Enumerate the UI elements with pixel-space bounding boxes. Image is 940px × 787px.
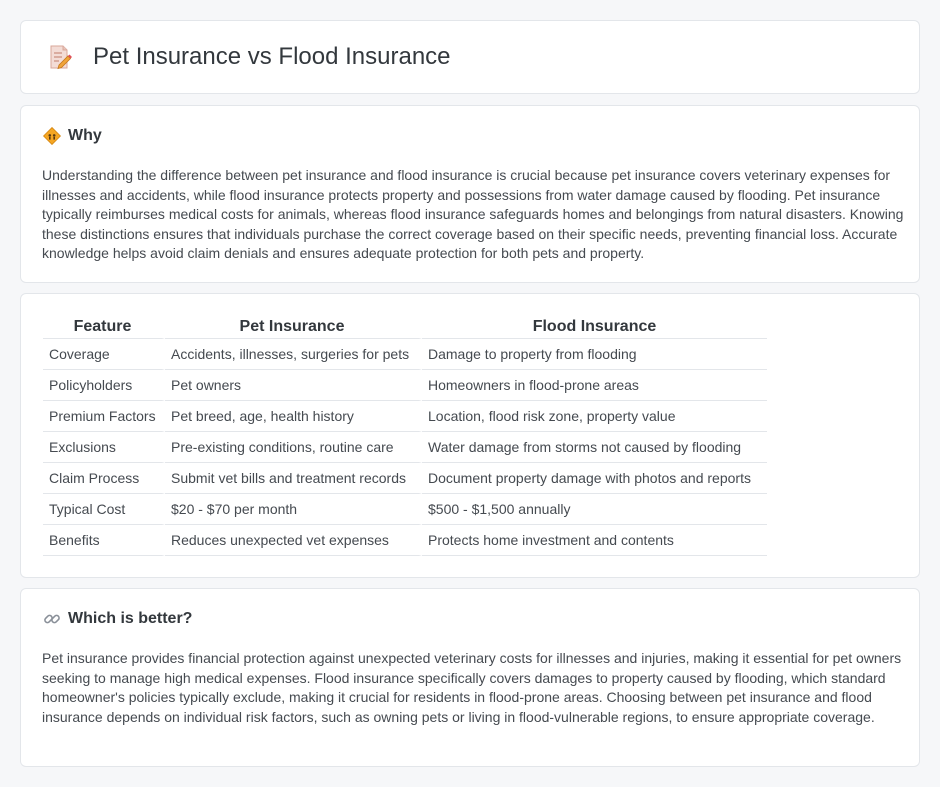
cell-feature: Claim Process bbox=[43, 463, 165, 494]
why-body: Understanding the difference between pet insurance and flood insurance is crucial because pet insurance covers veterinary expenses for illnesses and accidents, while flood insurance protects property and possessions from water damage caused by flooding. Pet insurance typically reimburses medical costs for animals, whereas flood insurance safeguards homes and belongings from natural disasters. Knowing these distinctions ensures that individuals purchase the correct coverage based on their specific needs, preventing financial loss. Accurate knowledge helps avoid claim denials and ensures adequate protection for both pets and property. bbox=[42, 167, 904, 262]
cell-feature: Policyholders bbox=[43, 370, 165, 401]
cell-feature: Coverage bbox=[43, 339, 165, 370]
cell-flood: Protects home investment and contents bbox=[422, 525, 767, 556]
cell-pet: Pet owners bbox=[165, 370, 422, 401]
cell-pet: Accidents, illnesses, surgeries for pets bbox=[165, 339, 422, 370]
which-body: Pet insurance provides financial protection against unexpected veterinary costs for illnesses and injuries, making it essential for pet owners seeking to manage high medical expenses. Flood insurance specifically covers damages to property caused by flooding, which standard homeowner's policies typically exclude, making it crucial for residents in flood-prone areas. Choosing between pet insurance and flood insurance depends on individual risk factors, such as owning pets or living in flood-vulnerable regions, to ensure appropriate coverage. bbox=[42, 650, 902, 725]
cell-flood: Location, flood risk zone, property value bbox=[422, 401, 767, 432]
comparison-section bbox=[20, 293, 920, 578]
cell-pet: Reduces unexpected vet expenses bbox=[165, 525, 422, 556]
cell-feature: Premium Factors bbox=[43, 401, 165, 432]
table-row bbox=[43, 339, 767, 370]
table-row bbox=[43, 463, 767, 494]
page-title-row bbox=[45, 43, 451, 71]
cell-feature: Benefits bbox=[43, 525, 165, 556]
table-row bbox=[43, 370, 767, 401]
cell-feature: Typical Cost bbox=[43, 494, 165, 525]
table-row bbox=[43, 432, 767, 463]
table-body bbox=[43, 339, 767, 556]
cell-pet: Submit vet bills and treatment records bbox=[165, 463, 422, 494]
table-header-row bbox=[43, 316, 767, 339]
document-pencil-icon bbox=[45, 43, 73, 71]
cell-flood: Damage to property from flooding bbox=[422, 339, 767, 370]
header-feature: Feature bbox=[43, 316, 165, 339]
cell-pet: $20 - $70 per month bbox=[165, 494, 422, 525]
which-section bbox=[20, 588, 920, 767]
which-title: Which is better? bbox=[68, 610, 193, 627]
table-row bbox=[43, 494, 767, 525]
header-card bbox=[20, 20, 920, 94]
header-pet-insurance: Pet Insurance bbox=[165, 316, 422, 339]
comparison-table bbox=[43, 316, 767, 556]
diamond-sign-icon bbox=[43, 127, 61, 145]
table-row bbox=[43, 401, 767, 432]
cell-pet: Pet breed, age, health history bbox=[165, 401, 422, 432]
page-title: Pet Insurance vs Flood Insurance bbox=[93, 43, 451, 70]
why-section bbox=[20, 105, 920, 283]
cell-flood: Water damage from storms not caused by flooding bbox=[422, 432, 767, 463]
cell-flood: $500 - $1,500 annually bbox=[422, 494, 767, 525]
table-row bbox=[43, 525, 767, 556]
why-heading bbox=[43, 127, 102, 145]
cell-feature: Exclusions bbox=[43, 432, 165, 463]
why-title: Why bbox=[68, 127, 102, 144]
header-flood-insurance: Flood Insurance bbox=[422, 316, 767, 339]
which-heading bbox=[43, 610, 192, 628]
cell-flood: Document property damage with photos and reports bbox=[422, 463, 767, 494]
cell-pet: Pre-existing conditions, routine care bbox=[165, 432, 422, 463]
link-icon bbox=[43, 610, 61, 628]
cell-flood: Homeowners in flood-prone areas bbox=[422, 370, 767, 401]
